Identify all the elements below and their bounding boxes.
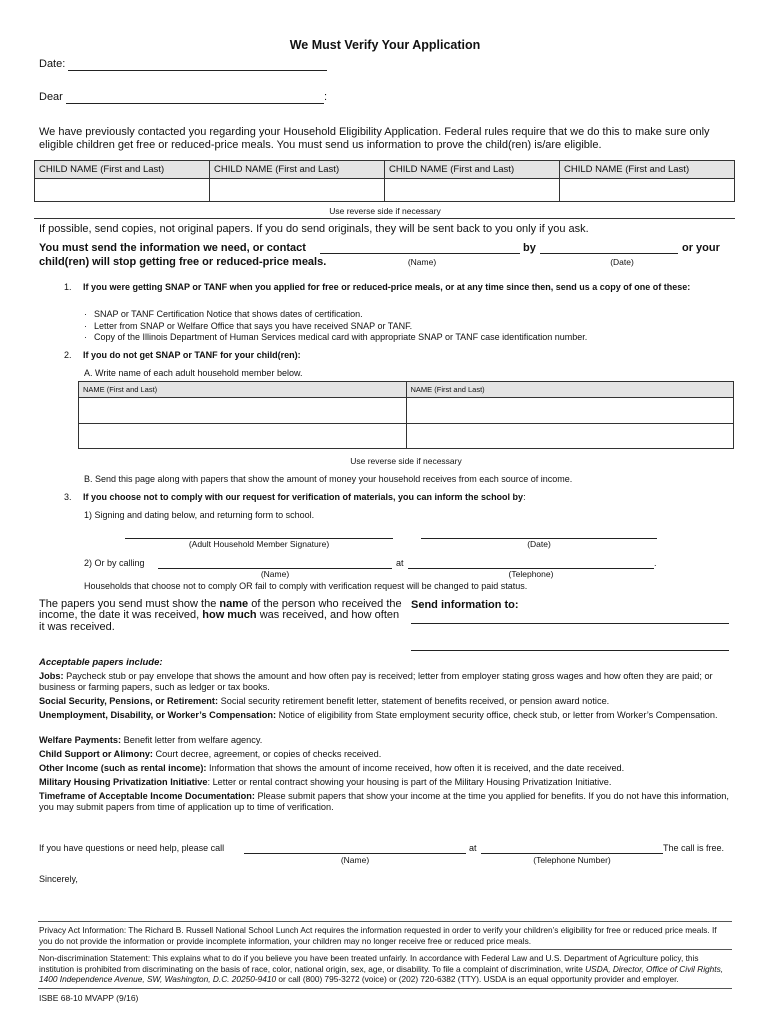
adult-name-cell[interactable]	[79, 398, 407, 424]
questions-lead: If you have questions or need help, please call	[39, 843, 225, 853]
call-free-note: The call is free.	[663, 843, 725, 853]
child-name-table	[34, 160, 735, 202]
divider	[34, 218, 735, 219]
item-2-number: 2.	[64, 350, 72, 360]
privacy-statement: Privacy Act Information: The Richard B. Russell National School Lunch Act requires the information requested in order to verify your children’s eligibility for free or reduced price meals. If you do not provide the information or provide incomplete information, your children may no longer receive free or reduced price meals.	[39, 925, 717, 946]
bullet-mark: ·	[84, 332, 87, 342]
bullet-mark: ·	[84, 309, 87, 319]
at-label: at	[396, 558, 404, 568]
stop-meals-text: child(ren) will stop getting free or reduced-price meals.	[39, 256, 327, 268]
footer-rule	[38, 988, 732, 989]
call-name-caption: (Name)	[260, 569, 290, 579]
adult-name-table	[78, 381, 734, 449]
child-name-header-3: CHILD NAME (First and Last)	[385, 161, 560, 179]
period: .	[654, 558, 657, 568]
option-1-text: 1) Signing and dating below, and returning form to school.	[84, 510, 315, 520]
acceptable-item: Child Support or Alimony: Court decree, agreement, or copies of checks received.	[39, 749, 382, 759]
item-3-text: If you choose not to comply with our request for verification of materials, you can inform the school by	[83, 492, 524, 502]
dear-field[interactable]	[66, 103, 324, 104]
child-name-cell-4[interactable]	[560, 179, 735, 202]
child-name-cell-2[interactable]	[210, 179, 385, 202]
help-telephone-caption: (Telephone Number)	[533, 855, 611, 865]
help-name-field[interactable]	[244, 853, 466, 854]
papers-text-c: of the person who received the income, the date it was received,	[39, 598, 402, 622]
acceptable-item: Unemployment, Disability, or Worker’s Compensation: Notice of eligibility from State employment security office, check stub, or letter from Worker’s Compensation.	[39, 710, 718, 720]
acceptable-item: Military Housing Privatization Initiative: Letter or rental contract showing your housing is part of the Military Housing Privatization Initiative.	[39, 777, 612, 787]
child-name-cell-1[interactable]	[35, 179, 210, 202]
must-send-text: You must send the information we need, or contact	[39, 242, 306, 254]
child-name-cell-3[interactable]	[385, 179, 560, 202]
acceptable-item: Social Security, Pensions, or Retirement: Social security retirement benefit letter, statement of benefits received, or pension award notice.	[39, 696, 610, 706]
bullet-mark: ·	[84, 321, 87, 331]
child-name-header-1: CHILD NAME (First and Last)	[35, 161, 210, 179]
date-label: Date:	[39, 58, 66, 70]
dear-colon: :	[324, 91, 328, 103]
item-1-bullet-1: SNAP or TANF Certification Notice that shows dates of certification.	[94, 309, 363, 319]
sincerely: Sincerely,	[39, 874, 78, 884]
item-3-number: 3.	[64, 492, 72, 502]
copies-note: If possible, send copies, not original papers. If you do send originals, they will be sent back to you only if you ask.	[39, 223, 589, 235]
footer-rule	[38, 921, 732, 922]
help-telephone-field[interactable]	[481, 853, 663, 854]
footer-rule	[38, 949, 732, 950]
help-name-caption: (Name)	[340, 855, 370, 865]
contact-name-field[interactable]	[320, 253, 520, 254]
date-field[interactable]	[68, 70, 327, 71]
item-1-bullet-3: Copy of the Illinois Department of Human Services medical card with appropriate SNAP or TANF case identification number.	[94, 332, 588, 342]
form-id: ISBE 68-10 MVAPP (9/16)	[39, 993, 139, 1003]
child-name-header-4: CHILD NAME (First and Last)	[560, 161, 735, 179]
deadline-date-field[interactable]	[540, 253, 678, 254]
adult-name-cell[interactable]	[406, 424, 734, 449]
papers-text-e: was received, and how often it was received.	[39, 609, 400, 633]
adult-name-cell[interactable]	[79, 424, 407, 449]
item-2-text: If you do not get SNAP or TANF for your child(ren):	[83, 350, 301, 360]
send-to-label: Send information to:	[411, 599, 519, 611]
intro-paragraph: We have previously contacted you regarding your Household Eligibility Application. Federal rules require that we do this to make sure only eligible children get free or reduced-price meals. You must send us information to prove the child(ren) is/are eligible.	[39, 126, 710, 151]
acceptable-item: Other Income (such as rental income): Information that shows the amount of income received, how often it is received, and the date received.	[39, 763, 625, 773]
item-1-text: If you were getting SNAP or TANF when you applied for free or reduced-price meals, or at any time since then, send us a copy of one of these:	[83, 282, 691, 292]
item-1-number: 1.	[64, 282, 72, 292]
item-1-bullet-2: Letter from SNAP or Welfare Office that says you have received SNAP or TANF.	[94, 321, 413, 331]
acceptable-item: Welfare Payments: Benefit letter from welfare agency.	[39, 735, 263, 745]
papers-text-a: The papers you send must show the	[39, 598, 220, 610]
option-2-text: 2) Or by calling	[84, 558, 145, 568]
acceptable-item: Timeframe of Acceptable Income Documentation: Please submit papers that show your income at the time you applied for benefits. If you do not have this information, you may submit papers from time of application up to time of verification.	[39, 791, 729, 812]
item-3-heading	[83, 492, 526, 502]
paid-status-note: Households that choose not to comply OR fail to comply with verification request will be changed to paid status.	[84, 581, 528, 591]
papers-how-much: how much	[202, 609, 257, 622]
item-3-colon: :	[523, 492, 526, 502]
papers-name: name	[219, 598, 249, 610]
call-telephone-caption: (Telephone)	[508, 569, 554, 579]
signature-date-caption: (Date)	[527, 539, 551, 549]
send-to-line-1[interactable]	[411, 623, 729, 624]
child-table-note: Use reverse side if necessary	[329, 206, 441, 216]
contact-name-caption: (Name)	[407, 257, 437, 267]
acceptable-heading: Acceptable papers include:	[39, 657, 163, 668]
adult-name-cell[interactable]	[406, 398, 734, 424]
or-your-label: or your	[682, 242, 720, 254]
papers-requirement	[39, 599, 404, 633]
page-title: We Must Verify Your Application	[289, 38, 481, 52]
acceptable-item: Jobs: Paycheck stub or pay envelope that shows the amount and how often pay is received; letter from employer stating gross wages and how often they are paid; or business or farming papers, such as ledger or tax books.	[39, 671, 713, 692]
child-name-header-2: CHILD NAME (First and Last)	[210, 161, 385, 179]
adult-name-header-1: NAME (First and Last)	[79, 382, 407, 398]
adult-table-note: Use reverse side if necessary	[350, 456, 462, 466]
deadline-date-caption: (Date)	[610, 257, 634, 267]
signature-caption: (Adult Household Member Signature)	[188, 539, 330, 549]
adult-name-header-2: NAME (First and Last)	[406, 382, 734, 398]
dear-label: Dear	[39, 91, 63, 103]
by-label: by	[523, 242, 536, 254]
nondiscrimination-statement: Non-discrimination Statement: This explains what to do if you believe you have been treated unfairly. In accordance with Federal Law and U.S. Department of Agriculture policy, this institution is prohibited from discriminating on the basis of race, color, national origin, sex, age, or disability. To file a complaint of discrimination, write USDA, Director, Office of Civil Rights, 1400 Independence Avenue, SW, Washington, D.C. 20250-9410 or call (800) 795-3272 (voice) or (202) 720-6382 (TTY). USDA is an equal opportunity provider and employer.	[39, 953, 724, 984]
questions-at: at	[469, 843, 477, 853]
item-2-b: B. Send this page along with papers that show the amount of money your household receives from each source of income.	[84, 474, 573, 484]
item-2-a: A. Write name of each adult household member below.	[84, 368, 303, 378]
send-to-line-2[interactable]	[411, 650, 729, 651]
